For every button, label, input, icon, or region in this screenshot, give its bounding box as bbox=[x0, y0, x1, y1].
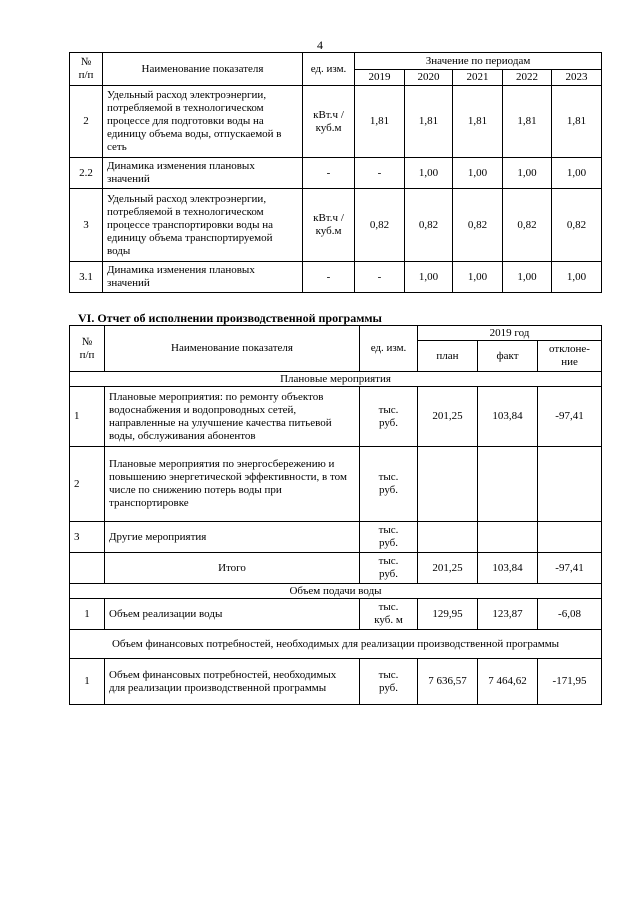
row-number bbox=[70, 553, 105, 584]
year-header: 2023 bbox=[552, 70, 602, 86]
year-header: 2021 bbox=[453, 70, 503, 86]
plan-cell: 129,95 bbox=[418, 599, 478, 630]
unit-cell: - bbox=[303, 158, 355, 189]
indicator-name: Плановые мероприятия по энергосбережению и повышению энергетической эффективности, в том числе по снижению потерь воды при транспортировке bbox=[105, 447, 360, 522]
unit-header: ед. изм. bbox=[303, 53, 355, 86]
page-number: 4 bbox=[317, 38, 323, 52]
value-cell: 1,00 bbox=[405, 262, 453, 293]
fact-cell: 103,84 bbox=[478, 387, 538, 447]
table-row bbox=[70, 659, 602, 705]
value-cell: 1,00 bbox=[503, 158, 552, 189]
value-cell: 1,81 bbox=[503, 86, 552, 158]
row-number: 3 bbox=[70, 189, 103, 262]
row-number: 1 bbox=[70, 599, 105, 630]
unit-cell: тыс. руб. bbox=[360, 447, 418, 522]
table-row bbox=[70, 189, 602, 262]
unit-cell: тыс. руб. bbox=[360, 659, 418, 705]
unit-cell: кВт.ч / куб.м bbox=[303, 189, 355, 262]
value-cell: 0,82 bbox=[503, 189, 552, 262]
unit-cell: кВт.ч / куб.м bbox=[303, 86, 355, 158]
table-row bbox=[70, 522, 602, 553]
group-title: Плановые мероприятия bbox=[70, 372, 602, 387]
table-row bbox=[70, 447, 602, 522]
row-number: 1 bbox=[70, 659, 105, 705]
year-header: 2020 bbox=[405, 70, 453, 86]
unit-cell: тыс. руб. bbox=[360, 522, 418, 553]
num-header: № п/п bbox=[70, 53, 103, 86]
row-number: 2 bbox=[70, 86, 103, 158]
deviation-cell: -6,08 bbox=[538, 599, 602, 630]
table-row bbox=[70, 262, 602, 293]
indicator-name: Удельный расход электроэнергии, потребляемой в технологическом процессе для подготовки воды на единицу объема воды, отпускаемой в сеть bbox=[103, 86, 303, 158]
unit-cell: тыс. куб. м bbox=[360, 599, 418, 630]
value-cell: 1,81 bbox=[355, 86, 405, 158]
table-row bbox=[70, 86, 602, 158]
fact-header: факт bbox=[478, 341, 538, 372]
plan-header: план bbox=[418, 341, 478, 372]
fact-cell: 103,84 bbox=[478, 553, 538, 584]
num-header: № п/п bbox=[70, 326, 105, 372]
unit-cell: тыс. руб. bbox=[360, 387, 418, 447]
fact-cell bbox=[478, 522, 538, 553]
indicator-name: Другие мероприятия bbox=[105, 522, 360, 553]
row-number: 2.2 bbox=[70, 158, 103, 189]
deviation-cell: -97,41 bbox=[538, 387, 602, 447]
periods-header: Значение по периодам bbox=[355, 53, 602, 70]
group-title: Объем финансовых потребностей, необходимых для реализации производственной программы bbox=[70, 630, 602, 659]
value-cell: 0,82 bbox=[453, 189, 503, 262]
unit-header: ед. изм. bbox=[360, 326, 418, 372]
value-cell: 1,00 bbox=[453, 158, 503, 189]
year-header: 2019 bbox=[355, 70, 405, 86]
indicator-name: Объем реализации воды bbox=[105, 599, 360, 630]
table-row bbox=[70, 387, 602, 447]
indicator-table bbox=[69, 52, 602, 293]
plan-cell: 201,25 bbox=[418, 553, 478, 584]
value-cell: 1,81 bbox=[552, 86, 602, 158]
total-row bbox=[70, 553, 602, 584]
row-number: 3 bbox=[70, 522, 105, 553]
plan-cell: 201,25 bbox=[418, 387, 478, 447]
indicator-name: Динамика изменения плановых значений bbox=[103, 158, 303, 189]
indicator-name: Удельный расход электроэнергии, потребляемой в технологическом процессе транспортировки воды на единицу объема транспортируемой воды bbox=[103, 189, 303, 262]
value-cell: 1,00 bbox=[552, 158, 602, 189]
program-report-table bbox=[69, 325, 602, 705]
plan-cell bbox=[418, 447, 478, 522]
deviation-header: отклоне- ние bbox=[538, 341, 602, 372]
year-header: 2022 bbox=[503, 70, 552, 86]
value-cell: 0,82 bbox=[552, 189, 602, 262]
unit-cell: тыс. руб. bbox=[360, 553, 418, 584]
row-number: 2 bbox=[70, 447, 105, 522]
deviation-cell: -171,95 bbox=[538, 659, 602, 705]
value-cell: 0,82 bbox=[355, 189, 405, 262]
value-cell: 1,00 bbox=[503, 262, 552, 293]
deviation-cell bbox=[538, 447, 602, 522]
indicator-name: Плановые мероприятия: по ремонту объектов водоснабжения и водопроводных сетей, направленные на улучшение качества питьевой воды, обслуживания абонентов bbox=[105, 387, 360, 447]
name-header: Наименование показателя bbox=[103, 53, 303, 86]
table-row bbox=[70, 599, 602, 630]
fact-cell: 123,87 bbox=[478, 599, 538, 630]
value-cell: - bbox=[355, 262, 405, 293]
value-cell: 1,00 bbox=[552, 262, 602, 293]
row-number: 3.1 bbox=[70, 262, 103, 293]
deviation-cell: -97,41 bbox=[538, 553, 602, 584]
plan-cell bbox=[418, 522, 478, 553]
indicator-name: Объем финансовых потребностей, необходимых для реализации производственной программы bbox=[105, 659, 360, 705]
year-header: 2019 год bbox=[418, 326, 602, 341]
deviation-cell bbox=[538, 522, 602, 553]
total-label: Итого bbox=[105, 553, 360, 584]
value-cell: 0,82 bbox=[405, 189, 453, 262]
value-cell: 1,00 bbox=[405, 158, 453, 189]
section-title: VI. Отчет об исполнении производственной программы bbox=[78, 311, 382, 325]
value-cell: - bbox=[355, 158, 405, 189]
value-cell: 1,81 bbox=[405, 86, 453, 158]
fact-cell bbox=[478, 447, 538, 522]
table-row bbox=[70, 158, 602, 189]
indicator-name: Динамика изменения плановых значений bbox=[103, 262, 303, 293]
name-header: Наименование показателя bbox=[105, 326, 360, 372]
fact-cell: 7 464,62 bbox=[478, 659, 538, 705]
unit-cell: - bbox=[303, 262, 355, 293]
row-number: 1 bbox=[70, 387, 105, 447]
value-cell: 1,00 bbox=[453, 262, 503, 293]
group-title: Объем подачи воды bbox=[70, 584, 602, 599]
value-cell: 1,81 bbox=[453, 86, 503, 158]
plan-cell: 7 636,57 bbox=[418, 659, 478, 705]
